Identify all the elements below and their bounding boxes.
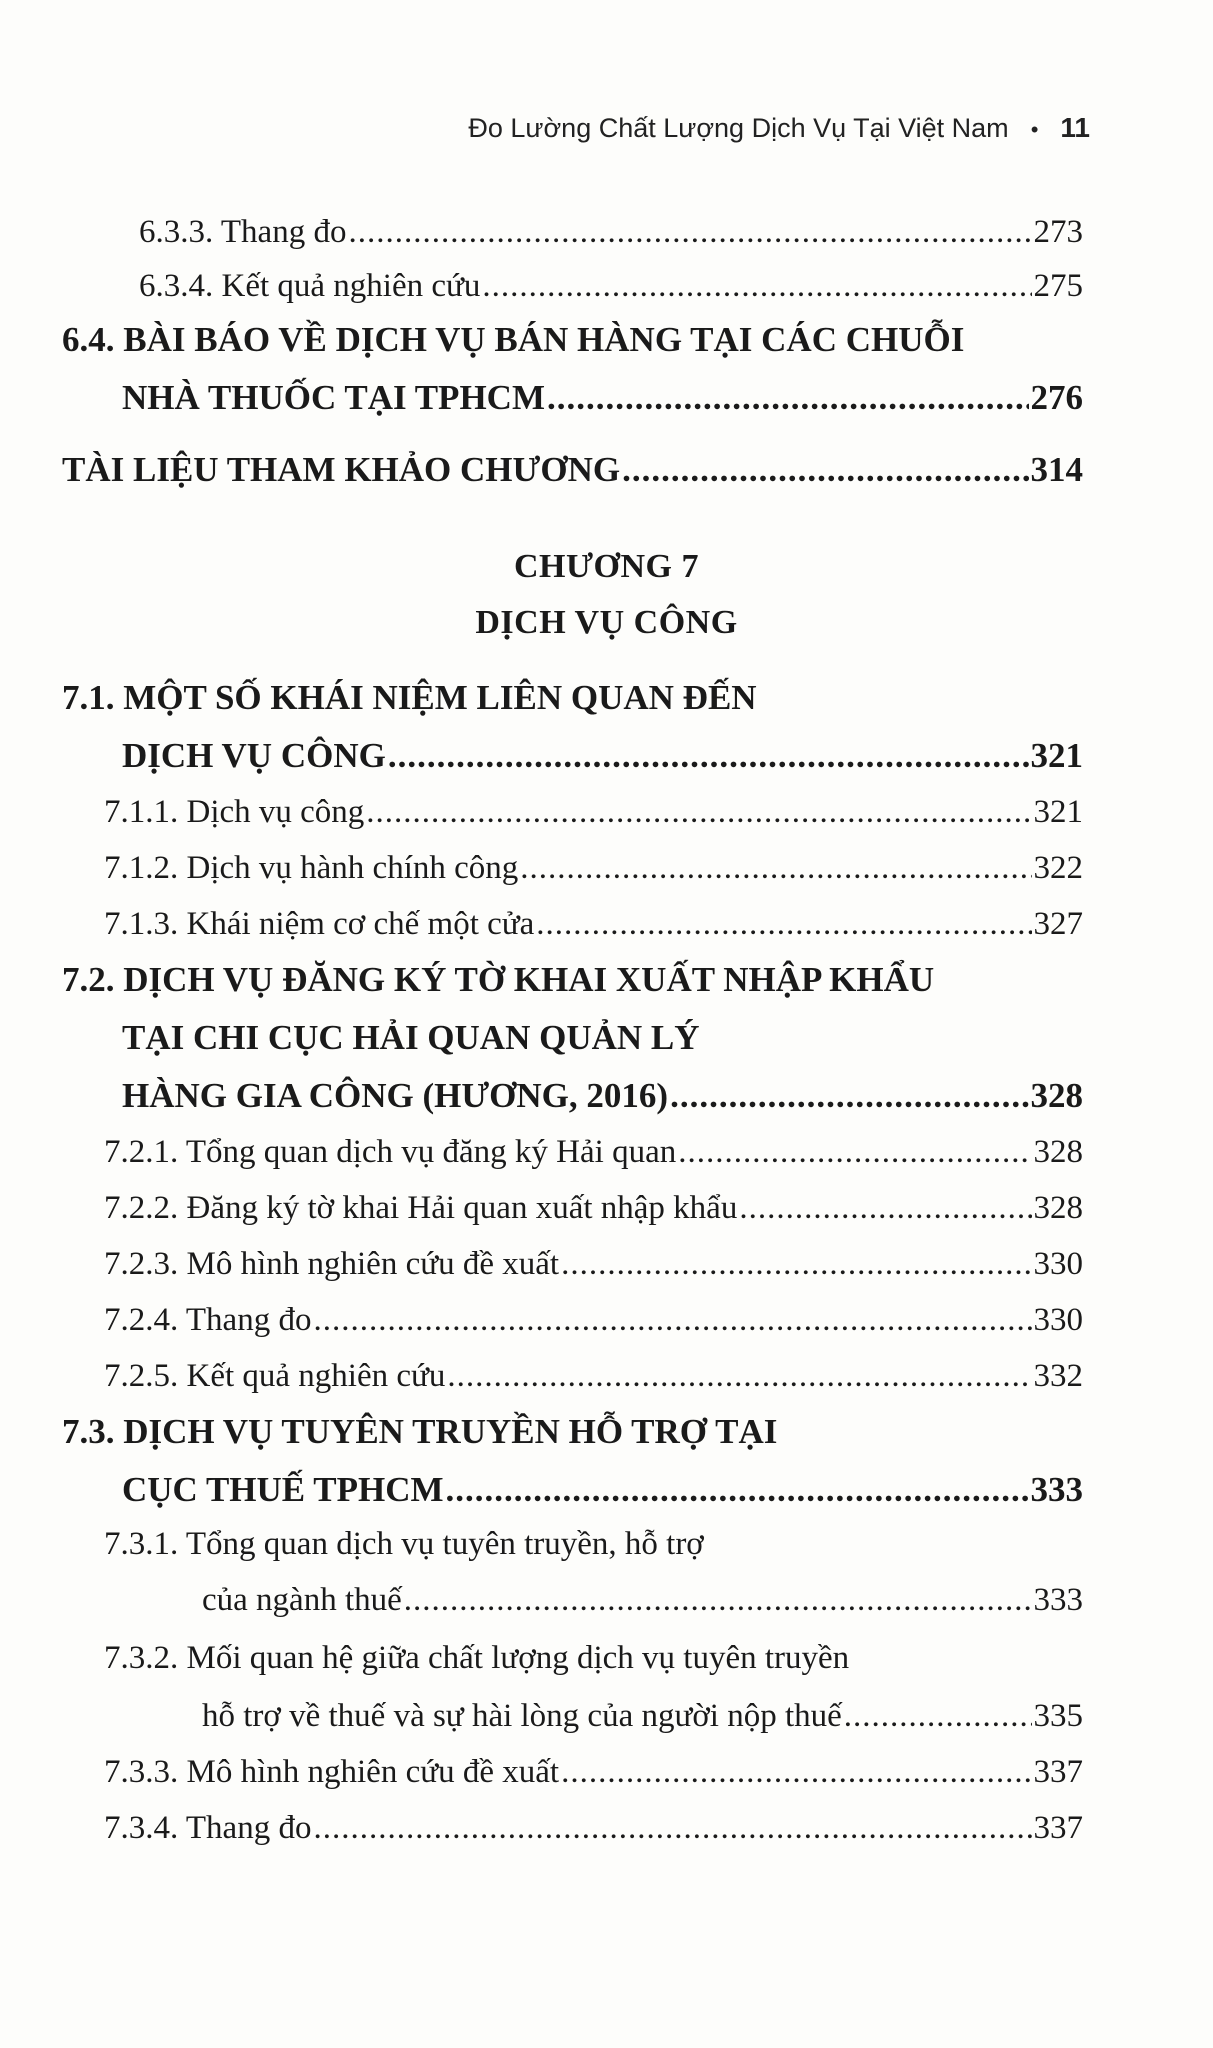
toc-entry-label: 6.3.4. Kết quả nghiên cứu bbox=[139, 268, 481, 304]
dot-leader bbox=[313, 1302, 1031, 1339]
chapter-number: CHƯƠNG 7 bbox=[513, 548, 699, 585]
toc-entry-label: DỊCH VỤ CÔNG bbox=[122, 736, 386, 775]
dot-leader bbox=[844, 1698, 1032, 1735]
dot-leader bbox=[536, 906, 1031, 943]
toc-entry-label: 7.2.5. Kết quả nghiên cứu bbox=[104, 1358, 446, 1394]
header-page-number: 11 bbox=[1060, 112, 1090, 143]
toc-entry-page: 337 bbox=[1033, 1754, 1083, 1790]
toc-entry-page: 314 bbox=[1030, 450, 1083, 489]
toc-entry-page: 330 bbox=[1033, 1302, 1083, 1338]
chapter-title: DỊCH VỤ CÔNG bbox=[475, 604, 738, 641]
toc-section-7-2-line1: 7.2. DỊCH VỤ ĐĂNG KÝ TỜ KHAI XUẤT NHẬP KHẨU bbox=[62, 960, 935, 999]
toc-entry-7-1-2 bbox=[104, 850, 1083, 887]
dot-leader bbox=[670, 1076, 1028, 1116]
toc-entry-label: TÀI LIỆU THAM KHẢO CHƯƠNG bbox=[62, 450, 621, 489]
toc-entry-label: CỤC THUẾ TPHCM bbox=[122, 1470, 444, 1509]
toc-section-7-1-line1: 7.1. MỘT SỐ KHÁI NIỆM LIÊN QUAN ĐẾN bbox=[62, 678, 757, 717]
dot-leader bbox=[622, 450, 1028, 490]
toc-entry-page: 276 bbox=[1030, 378, 1083, 417]
dot-leader bbox=[520, 850, 1031, 887]
toc-entry-label: NHÀ THUỐC TẠI TPHCM bbox=[122, 378, 545, 417]
dot-leader bbox=[678, 1134, 1031, 1171]
toc-entry-label: 7.2.3. Mô hình nghiên cứu đề xuất bbox=[104, 1246, 560, 1282]
toc-entry-page: 328 bbox=[1033, 1134, 1083, 1170]
dot-leader bbox=[388, 736, 1029, 776]
toc-entry-7-2-2 bbox=[104, 1190, 1083, 1227]
toc-references bbox=[62, 450, 1083, 490]
toc-entry-label: hỗ trợ về thuế và sự hài lòng của người nộp thuế bbox=[202, 1698, 842, 1734]
toc-entry-page: 322 bbox=[1033, 850, 1083, 886]
dot-leader bbox=[561, 1246, 1031, 1283]
toc-entry-7-2-1 bbox=[104, 1134, 1083, 1171]
toc-entry-7-3-4 bbox=[104, 1810, 1083, 1847]
toc-entry-page: 321 bbox=[1033, 794, 1083, 830]
toc-entry-7-2-3 bbox=[104, 1246, 1083, 1283]
toc-section-7-2 bbox=[122, 1076, 1083, 1116]
toc-entry-7-3-1-line1: 7.3.1. Tổng quan dịch vụ tuyên truyền, hỗ trợ bbox=[104, 1526, 704, 1562]
dot-leader bbox=[482, 268, 1031, 305]
header-title: Đo Lường Chất Lượng Dịch Vụ Tại Việt Nam bbox=[468, 113, 1009, 143]
toc-entry-label: 7.3.3. Mô hình nghiên cứu đề xuất bbox=[104, 1754, 560, 1790]
toc-entry-page: 332 bbox=[1033, 1358, 1083, 1394]
toc-entry-label: 7.3.4. Thang đo bbox=[104, 1810, 312, 1846]
toc-entry-page: 275 bbox=[1033, 268, 1083, 304]
dot-leader bbox=[739, 1190, 1031, 1227]
dot-leader bbox=[348, 214, 1031, 251]
toc-entry-page: 327 bbox=[1033, 906, 1083, 942]
toc-section-7-1 bbox=[122, 736, 1083, 776]
running-header bbox=[420, 112, 1090, 144]
toc-entry-7-2-4 bbox=[104, 1302, 1083, 1339]
toc-entry-page: 333 bbox=[1030, 1470, 1083, 1509]
toc-entry-page: 328 bbox=[1030, 1076, 1083, 1115]
dot-leader bbox=[447, 1358, 1031, 1395]
toc-entry-page: 330 bbox=[1033, 1246, 1083, 1282]
toc-entry-label: 7.2.4. Thang đo bbox=[104, 1302, 312, 1338]
dot-leader bbox=[547, 378, 1029, 418]
toc-entry-7-3-1 bbox=[202, 1582, 1083, 1619]
toc-entry-label: 7.2.2. Đăng ký tờ khai Hải quan xuất nhập khẩu bbox=[104, 1190, 738, 1226]
toc-entry-label: 7.1.1. Dịch vụ công bbox=[104, 794, 365, 830]
toc-entry-label: 6.3.3. Thang đo bbox=[139, 214, 347, 250]
toc-entry-page: 328 bbox=[1033, 1190, 1083, 1226]
toc-entry-7-3-2 bbox=[202, 1698, 1083, 1735]
dot-leader bbox=[366, 794, 1031, 831]
toc-entry-label: 7.2.1. Tổng quan dịch vụ đăng ký Hải quan bbox=[104, 1134, 677, 1170]
toc-entry-7-1-1 bbox=[104, 794, 1083, 831]
header-separator: • bbox=[1030, 117, 1039, 142]
dot-leader bbox=[313, 1810, 1031, 1847]
toc-entry-7-3-3 bbox=[104, 1754, 1083, 1791]
toc-section-7-2-line2: TẠI CHI CỤC HẢI QUAN QUẢN LÝ bbox=[122, 1018, 700, 1057]
toc-entry-label: 7.1.2. Dịch vụ hành chính công bbox=[104, 850, 519, 886]
toc-entry-7-3-2-line1: 7.3.2. Mối quan hệ giữa chất lượng dịch vụ tuyên truyền bbox=[104, 1640, 850, 1676]
toc-entry-label: 7.1.3. Khái niệm cơ chế một cửa bbox=[104, 906, 535, 942]
toc-entry-label: HÀNG GIA CÔNG (HƯƠNG, 2016) bbox=[122, 1076, 669, 1115]
toc-entry-page: 333 bbox=[1033, 1582, 1083, 1618]
toc-section-7-3 bbox=[122, 1470, 1083, 1510]
dot-leader bbox=[404, 1582, 1032, 1619]
toc-entry-7-2-5 bbox=[104, 1358, 1083, 1395]
toc-entry-page: 273 bbox=[1033, 214, 1083, 250]
toc-entry-page: 337 bbox=[1033, 1810, 1083, 1846]
toc-section-7-3-line1: 7.3. DỊCH VỤ TUYÊN TRUYỀN HỖ TRỢ TẠI bbox=[62, 1412, 778, 1451]
dot-leader bbox=[446, 1470, 1029, 1510]
toc-section-6-4 bbox=[122, 378, 1083, 418]
toc-entry-page: 321 bbox=[1030, 736, 1083, 775]
toc-entry-page: 335 bbox=[1033, 1698, 1083, 1734]
toc-entry-7-1-3 bbox=[104, 906, 1083, 943]
toc-entry-label: của ngành thuế bbox=[202, 1582, 402, 1618]
toc-entry-6-3-3 bbox=[139, 214, 1083, 251]
toc-section-6-4-line1: 6.4. BÀI BÁO VỀ DỊCH VỤ BÁN HÀNG TẠI CÁC CHUỖI bbox=[62, 320, 965, 359]
dot-leader bbox=[561, 1754, 1031, 1791]
toc-entry-6-3-4 bbox=[139, 268, 1083, 305]
